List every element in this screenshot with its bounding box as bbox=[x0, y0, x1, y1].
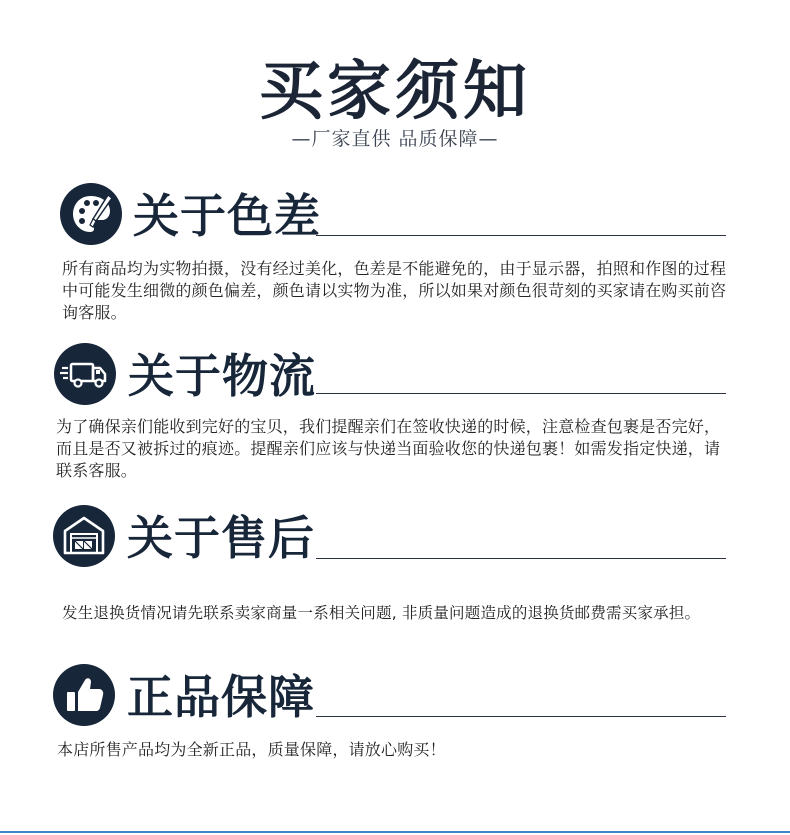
section-heading: 关于售后 bbox=[127, 511, 315, 565]
section-body: 所有商品均为实物拍摄，没有经过美化，色差是不能避免的，由于显示器，拍照和作图的过程中可能发生细微的颜色偏差，颜色请以实物为准，所以如果对颜色很苛刻的买家请在购买前咨询客服。 bbox=[62, 259, 727, 322]
section-divider bbox=[316, 716, 726, 717]
section-divider bbox=[316, 393, 726, 394]
section-body: 本店所售产品均为全新正品，质量保障，请放心购买！ bbox=[57, 740, 446, 759]
page-subtitle: —厂家直供 品质保障— bbox=[291, 128, 499, 150]
thumbs-up-icon bbox=[53, 664, 115, 726]
section-divider bbox=[316, 558, 726, 559]
section-heading: 关于物流 bbox=[128, 349, 316, 403]
warehouse-icon bbox=[53, 505, 115, 567]
section-heading: 正品保障 bbox=[127, 670, 315, 724]
section-body: 发生退换货情况请先联系卖家商量一系相关问题, 非质量问题造成的退换货邮费需买家承担。 bbox=[62, 604, 701, 622]
section-divider bbox=[316, 235, 726, 236]
page-title: 买家须知 bbox=[259, 55, 531, 129]
bottom-accent-line bbox=[0, 831, 790, 833]
section-heading: 关于色差 bbox=[133, 189, 321, 243]
delivery-truck-icon bbox=[54, 343, 116, 405]
section-body: 为了确保亲们能收到完好的宝贝，我们提醒亲们在签收快递的时候，注意检查包裹是否完好，而且是否又被拆过的痕迹。提醒亲们应该与快递当面验收您的快递包裹！如需发指定快递，请联系客服。 bbox=[56, 417, 721, 480]
palette-icon bbox=[60, 183, 122, 245]
